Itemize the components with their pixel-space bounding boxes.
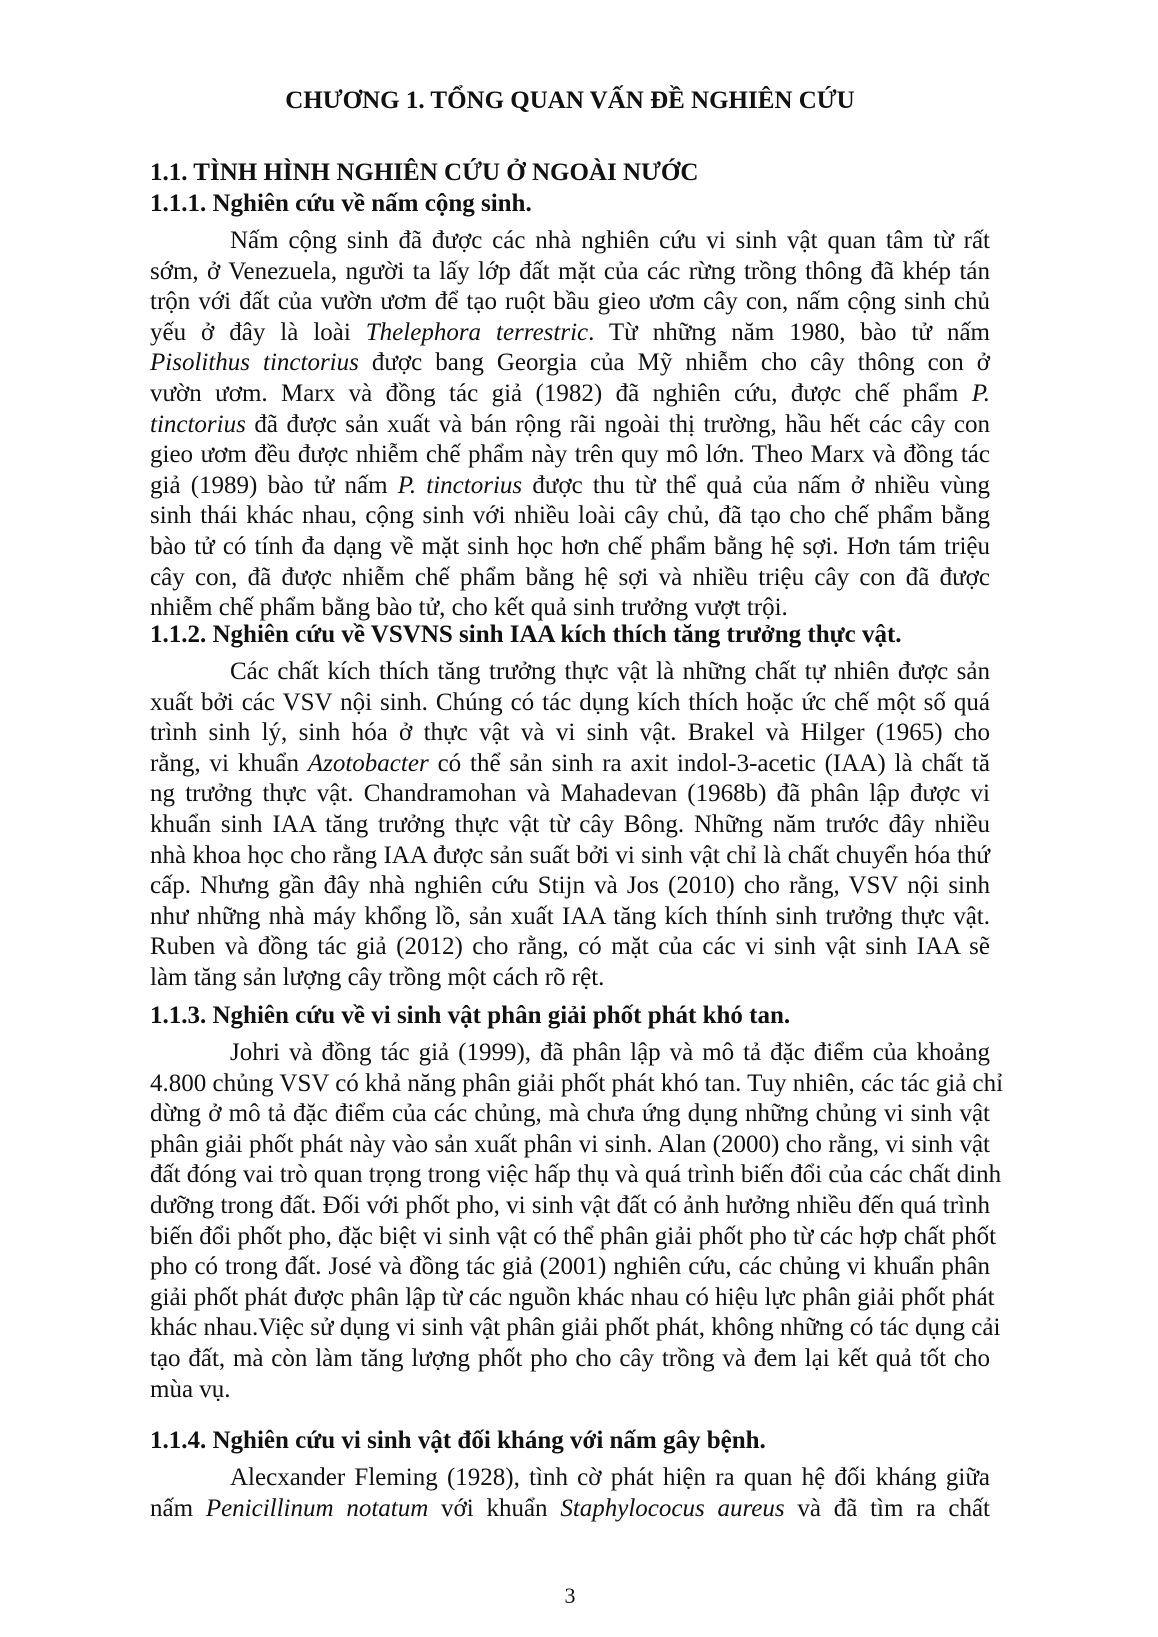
text-run: giả (1989) bào tử nấm [150, 471, 398, 499]
text-run: dưỡng trong đất. Đối với phốt pho, vi sinh vật đất có ảnh hưởng nhiều đến quá trình [150, 1191, 990, 1219]
text-run: nấm [150, 1494, 206, 1522]
text-run: giải phốt phát được phân lập từ các nguồn khác nhau có hiệu lực phân giải phốt phát [150, 1283, 995, 1311]
text-run: Ruben và đồng tác giả (2012) cho rằng, có mặt của các vi sinh vật sinh IAA sẽ [150, 933, 990, 961]
text-line [150, 1344, 990, 1375]
text-line [150, 257, 990, 288]
text-line [150, 1160, 1002, 1191]
italic-term: P. [971, 379, 990, 407]
text-line [150, 501, 990, 532]
text-run: xuất bởi các VSV nội sinh. Chúng có tác dụng kích thích hoặc ức chế một số quá [150, 688, 990, 716]
text-run: trình sinh lý, sinh hóa ở thực vật và vi sinh vật. Brakel và Hilger (1965) cho [150, 719, 990, 747]
text-line [150, 749, 990, 780]
text-line [150, 348, 990, 379]
text-line [150, 871, 990, 902]
text-run: nhà khoa học cho rằng IAA được sản suất bởi vi sinh vật chỉ là chất chuyển hóa thứ [150, 841, 990, 869]
text-run: gieo ươm đều được nhiễm chế phẩm này trên quy mô lớn. Theo Marx và đồng tác [150, 441, 990, 469]
text-run: và đã tìm ra chất [784, 1494, 990, 1522]
text-line [150, 1252, 990, 1283]
subsection-heading-1-1-3: 1.1.3. Nghiên cứu về vi sinh vật phân giải phốt phát khó tan. [150, 1002, 791, 1029]
text-run: làm tăng sản lượng cây trồng một cách rõ rệt. [150, 963, 605, 991]
text-run: Alecxander Fleming (1928), tình cờ phát hiện ra quan hệ đối kháng giữa [230, 1464, 990, 1491]
text-line [150, 379, 990, 410]
text-line [150, 718, 990, 749]
subsection-heading-1-1-2: 1.1.2. Nghiên cứu về VSVNS sinh IAA kích thích tăng trưởng thực vật. [150, 621, 902, 648]
text-line [150, 779, 990, 810]
paragraph-1-1-2 [150, 657, 990, 994]
text-run: yếu ở đây là loài [150, 318, 366, 346]
italic-term: Penicillinum notatum [205, 1494, 429, 1522]
text-run: cấp. Nhưng gần đây nhà nghiên cứu Stijn và Jos (2010) cho rằng, VSV nội sinh [150, 872, 990, 900]
text-run: Các chất kích thích tăng trưởng thực vật là những chất tự nhiên được sản [230, 658, 990, 685]
text-run: vườn ươm. Marx và đồng tác giả (1982) đã nghiên cứu, được chế phẩm [150, 379, 972, 407]
text-line [150, 287, 990, 318]
text-line [150, 688, 990, 719]
text-run: được bang Georgia của Mỹ nhiễm cho cây thông con ở [358, 349, 990, 377]
italic-term: Thelephora terrestric [365, 318, 589, 346]
text-run: sớm, ở Venezuela, người ta lấy lớp đất mặt của các rừng trồng thông đã khép tán [150, 257, 990, 285]
text-run: với khuẩn [428, 1494, 561, 1522]
text-line [150, 841, 990, 872]
text-run: khác nhau.Việc sử dụng vi sinh vật phân giải phốt phát, không những có tác dụng cải [150, 1314, 1001, 1342]
italic-term: Pisolithus tinctorius [150, 349, 359, 377]
text-run: đã được sản xuất và bán rộng rãi ngoài thị trường, hầu hết các cây con [245, 410, 990, 438]
text-run: ng trưởng thực vật. Chandramohan và Mahadevan (1968b) đã phân lập được vi [150, 780, 990, 808]
text-line [150, 902, 990, 933]
text-run: nhiễm chế phẩm bằng bào tử, cho kết quả sinh trưởng vượt trội. [150, 594, 788, 622]
text-line [150, 1494, 990, 1525]
text-run: Nấm cộng sinh đã được các nhà nghiên cứu vi sinh vật quan tâm từ rất [230, 227, 990, 254]
text-line [150, 1283, 995, 1314]
italic-term: Staphylococus aureus [560, 1494, 785, 1522]
text-line [150, 963, 990, 994]
page-number: 3 [564, 1583, 576, 1608]
text-line [150, 471, 990, 502]
text-run: Johri và đồng tác giả (1999), đã phân lập và mô tả đặc điểm của khoảng [230, 1039, 990, 1066]
text-run: như những nhà máy khổng lồ, sản xuất IAA tăng kích thính sinh trưởng thực vật. [150, 902, 990, 930]
text-run: dừng ở mô tả đặc điểm của các chủng, mà chưa ứng dụng những chủng vi sinh vật [150, 1100, 990, 1128]
text-line [150, 1130, 990, 1161]
text-line [150, 1463, 990, 1494]
text-line [150, 1038, 990, 1069]
text-line [150, 1099, 990, 1130]
text-run: 4.800 chủng VSV có khả năng phân giải phốt phát khó tan. Tuy nhiên, các tác giả chỉ [150, 1069, 1004, 1097]
text-line [150, 226, 990, 257]
text-run: tạo đất, mà còn làm tăng lượng phốt pho cho cây trồng và đem lại kết quả tốt cho [150, 1344, 990, 1372]
text-run: được thu từ thể quả của nấm ở nhiều vùng [522, 471, 990, 499]
text-line [150, 810, 990, 841]
text-run: sinh thái khác nhau, cộng sinh với nhiều loài cây chủ, đã tạo cho chế phẩm bằng [150, 502, 990, 530]
text-line [150, 532, 990, 563]
text-line [150, 932, 990, 963]
section-heading-1-1: 1.1. TÌNH HÌNH NGHIÊN CỨU Ở NGOÀI NƯỚC [150, 159, 699, 186]
text-run: trộn với đất của vườn ươm để tạo ruột bầu gieo ươm cây con, nấm cộng sinh chủ [150, 288, 990, 316]
text-run: cây con, đã được nhiễm chế phẩm bằng hệ sợi và nhiều triệu cây con đã được [150, 563, 990, 591]
paragraph-1-1-3 [150, 1038, 1004, 1405]
text-run: biến đổi phốt pho, đặc biệt vi sinh vật có thể phân giải phốt pho từ các hợp chất phốt [150, 1222, 997, 1250]
chapter-title: CHƯƠNG 1. TỔNG QUAN VẤN ĐỀ NGHIÊN CỨU [285, 87, 855, 114]
text-line [150, 1222, 997, 1253]
paragraph-1-1-4 [150, 1463, 990, 1524]
text-line [150, 563, 990, 594]
text-run: có thể sản sinh ra axit indol-3-acetic (IAA) là chất tă [428, 749, 991, 777]
text-line [150, 318, 990, 349]
subsection-heading-1-1-4: 1.1.4. Nghiên cứu vi sinh vật đối kháng với nấm gây bệnh. [150, 1427, 766, 1454]
italic-term: tinctorius [150, 410, 246, 438]
text-line [150, 1191, 990, 1222]
italic-term: Azotobacter [307, 749, 429, 777]
text-line [150, 410, 990, 441]
text-line [150, 1375, 990, 1406]
text-run: . Từ những năm 1980, bào tử nấm [588, 318, 990, 346]
paragraph-1-1-1 [150, 226, 990, 624]
text-run: phân giải phốt phát này vào sản xuất phân vi sinh. Alan (2000) cho rằng, vi sinh vật [150, 1130, 990, 1158]
text-run: đất đóng vai trò quan trọng trong việc hấp thụ và quá trình biến đổi của các chất dinh [150, 1161, 1002, 1189]
text-run: mùa vụ. [150, 1375, 231, 1403]
text-line [150, 1069, 1004, 1100]
text-run: khuẩn sinh IAA tăng trưởng thực vật từ cây Bông. Những năm trước đây nhiều [150, 810, 990, 838]
italic-term: P. tinctorius [397, 471, 523, 499]
text-run: bào tử có tính đa dạng về mặt sinh học hơn chế phẩm bằng hệ sợi. Hơn tám triệu [150, 532, 990, 560]
text-line [150, 440, 990, 471]
text-line [150, 657, 990, 688]
subsection-heading-1-1-1: 1.1.1. Nghiên cứu về nấm cộng sinh. [150, 190, 532, 217]
text-run: pho có trong đất. José và đồng tác giả (2001) nghiên cứu, các chủng vi khuẩn phân [150, 1253, 990, 1281]
text-line [150, 1313, 1001, 1344]
text-run: rằng, vi khuẩn [150, 749, 308, 777]
